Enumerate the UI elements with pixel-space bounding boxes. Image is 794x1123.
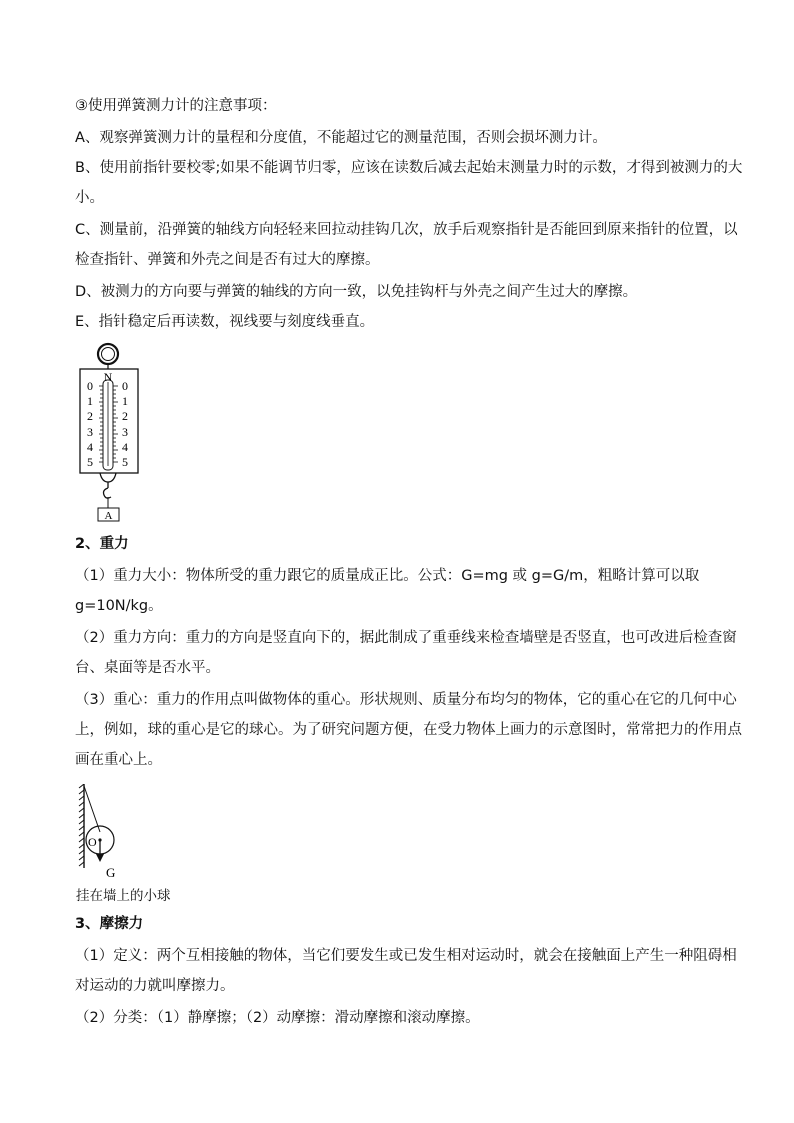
note-d: D、被测力的方向要与弹簧的轴线的方向一致，以免挂钩杆与外壳之间产生过大的摩擦。 (75, 284, 638, 300)
note-b-line1: B、使用前指针要校零;如果不能调节归零，应该在读数后减去起始末测量力时的示数，才得到被测力的大 (75, 160, 743, 176)
gravity-p3-line2: 上，例如，球的重心是它的球心。为了研究问题方便，在受力物体上画力的示意图时，常常把力的作用点 (75, 722, 742, 738)
note-e: E、指针稳定后再读数，视线要与刻度线垂直。 (75, 314, 375, 330)
scale-hook (100, 473, 116, 482)
scale-right-tick-3: 3 (122, 425, 128, 439)
scale-left-tick-0: 0 (87, 379, 93, 393)
scale-left-tick-3: 3 (87, 425, 93, 439)
scale-weight-label: A (104, 510, 113, 522)
rope (84, 786, 100, 832)
note-a: A、观察弹簧测力计的量程和分度值，不能超过它的测量范围，否则会损坏测力计。 (75, 130, 607, 146)
scale-right-tick-0: 0 (122, 379, 128, 393)
gravity-p2-line1: （2）重力方向：重力的方向是竖直向下的，据此制成了重垂线来检查墙壁是否竖直，也可改进后检查窗 (75, 630, 737, 646)
scale-left-tick-1: 1 (87, 394, 93, 408)
ball-figure-caption: 挂在墙上的小球 (76, 888, 171, 904)
gravity-p3-line1: （3）重心：重力的作用点叫做物体的重心。形状规则、质量分布均匀的物体，它的重心在它的几何中心 (75, 692, 737, 708)
scale-left-tick-5: 5 (87, 455, 93, 469)
scale-top-label: N (103, 370, 113, 384)
friction-heading: 3、摩擦力 (75, 916, 144, 932)
scale-right-tick-5: 5 (122, 455, 128, 469)
scale-tick-marks (99, 386, 118, 462)
scale-right-tick-1: 1 (122, 394, 128, 408)
force-label: G (106, 865, 116, 880)
gravity-p3-line3: 画在重心上。 (75, 752, 162, 768)
scale-left-tick-4: 4 (87, 440, 93, 454)
spring-scale-figure (78, 342, 148, 524)
friction-p2: （2）分类：（1）静摩擦；（2）动摩擦：滑动摩擦和滚动摩擦。 (75, 1010, 480, 1026)
ball-on-wall-figure (76, 784, 136, 884)
center-label: O (88, 835, 97, 849)
friction-p1-line1: （1）定义：两个互相接触的物体，当它们要发生或已发生相对运动时，就会在接触面上产生一种阻碍相 (75, 948, 737, 964)
scale-right-numbers (122, 379, 128, 469)
gravity-p2-line2: 台、桌面等是否水平。 (75, 660, 220, 676)
friction-p1-line2: 对运动的力就叫摩擦力。 (75, 978, 235, 994)
notes-heading: ③使用弹簧测力计的注意事项： (75, 98, 277, 114)
gravity-p1-line1: （1）重力大小：物体所受的重力跟它的质量成正比。公式：G=mg 或 g=G/m，粗略计算可以取 (75, 568, 700, 584)
note-c-line1: C、测量前，沿弹簧的轴线方向轻轻来回拉动挂钩几次，放手后观察指针是否能回到原来指针的位置，以 (75, 222, 738, 238)
scale-left-tick-2: 2 (87, 409, 93, 423)
scale-right-tick-2: 2 (122, 409, 128, 423)
wall-hatching (79, 784, 84, 866)
scale-right-tick-4: 4 (122, 440, 128, 454)
note-c-line2: 检查指针、弹簧和外壳之间是否有过大的摩擦。 (75, 252, 380, 268)
note-b-line2: 小。 (75, 190, 104, 206)
gravity-heading: 2、重力 (75, 536, 129, 552)
scale-left-numbers (87, 379, 93, 469)
gravity-arrowhead (96, 854, 104, 862)
gravity-p1-line2: g=10N/kg。 (75, 598, 163, 614)
